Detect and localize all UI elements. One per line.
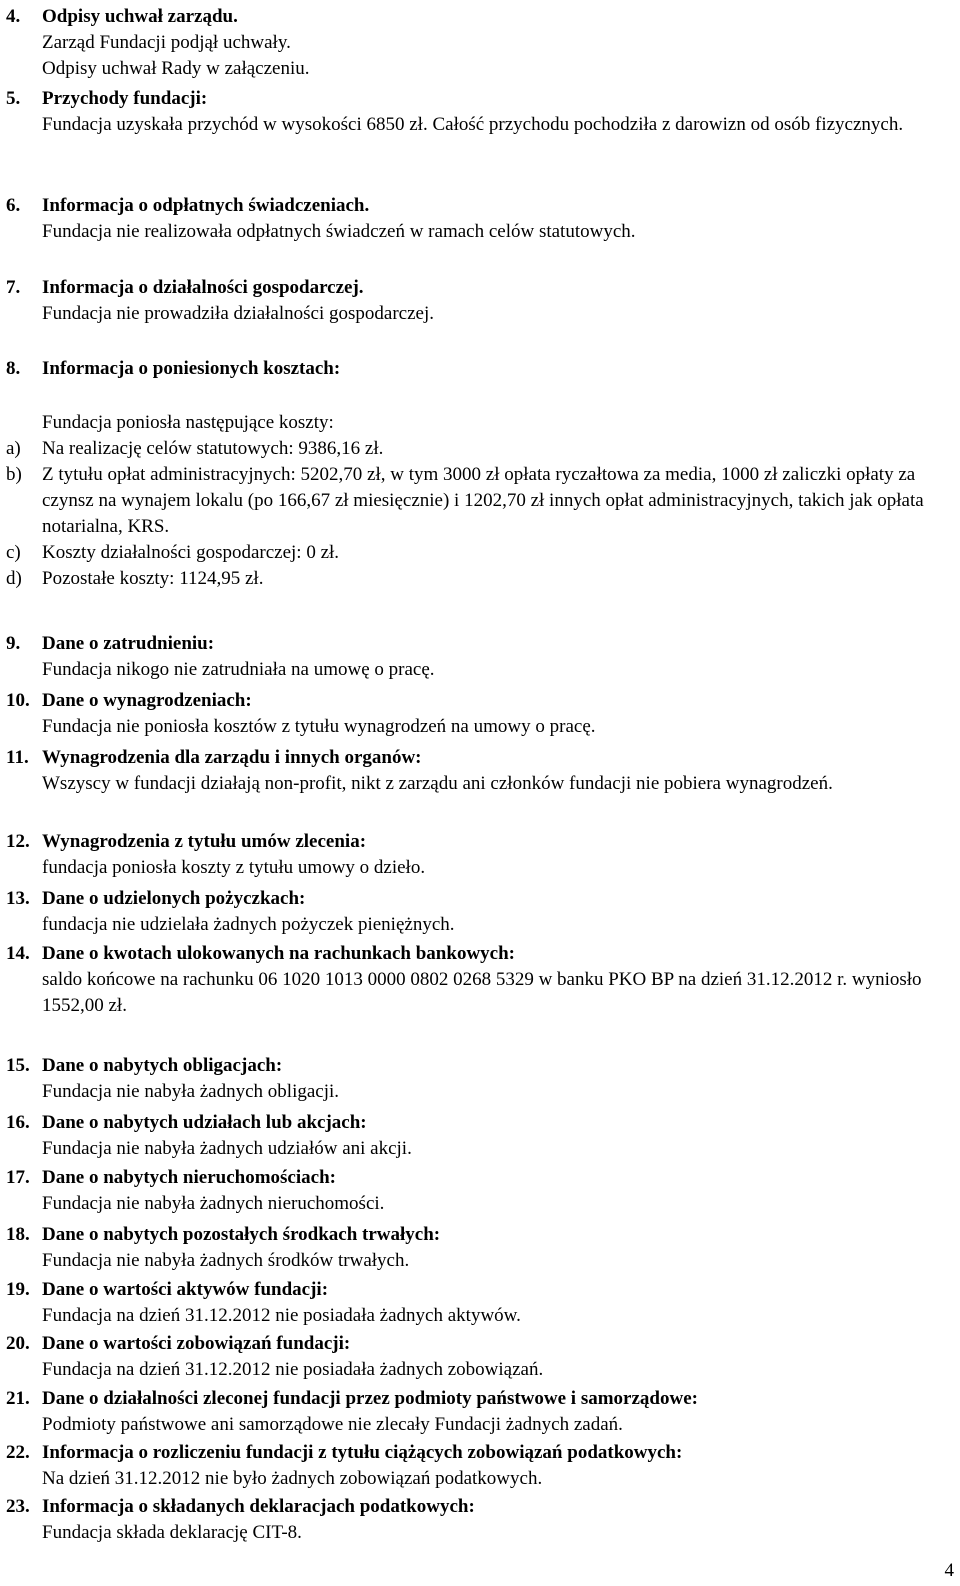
section-title: Dane o zatrudnieniu:: [42, 633, 215, 654]
section-title: Informacja o rozliczeniu fundacji z tytułu ciążących zobowiązań podatkowych:: [42, 1442, 683, 1463]
section-number: 17.: [6, 1167, 30, 1188]
section-number: 7.: [6, 277, 21, 298]
section-title: Dane o nabytych obligacjach:: [42, 1055, 283, 1076]
section-8: [4, 356, 954, 592]
section-paragraph: Fundacja nie realizowała odpłatnych świadczeń w ramach celów statutowych.: [42, 221, 636, 242]
section-title: Wynagrodzenia dla zarządu i innych organów:: [42, 747, 422, 768]
section-paragraph: Odpisy uchwał Rady w załączeniu.: [42, 58, 310, 79]
section-title: Dane o nabytych pozostałych środkach trwałych:: [42, 1224, 441, 1245]
section-paragraph: Fundacja nie nabyła żadnych obligacji.: [42, 1081, 340, 1102]
section-title: Dane o wynagrodzeniach:: [42, 690, 252, 711]
section-7: [4, 275, 954, 327]
cost-item: [4, 566, 954, 592]
section-number: 19.: [6, 1279, 30, 1300]
cost-item-label: d): [6, 568, 22, 589]
section-title: Dane o udzielonych pożyczkach:: [42, 888, 306, 909]
cost-item-text: Na realizację celów statutowych: 9386,16 zł.: [42, 438, 384, 459]
section-title: Dane o nabytych udziałach lub akcjach:: [42, 1112, 367, 1133]
section-10: [4, 688, 954, 740]
section-number: 16.: [6, 1112, 30, 1133]
section-paragraph: Fundacja nie nabyła żadnych udziałów ani akcji.: [42, 1138, 412, 1159]
section-paragraph: fundacja poniosła koszty z tytułu umowy o dzieło.: [42, 857, 426, 878]
section-title: Wynagrodzenia z tytułu umów zlecenia:: [42, 831, 367, 852]
section-16: [4, 1110, 954, 1162]
section-paragraph: Fundacja na dzień 31.12.2012 nie posiadała żadnych aktywów.: [42, 1305, 521, 1326]
section-paragraph: Fundacja na dzień 31.12.2012 nie posiadała żadnych zobowiązań.: [42, 1359, 544, 1380]
section-22: [4, 1440, 954, 1492]
cost-item-text: Pozostałe koszty: 1124,95 zł.: [42, 568, 264, 589]
section-4: [4, 4, 954, 82]
section-title: Dane o wartości aktywów fundacji:: [42, 1279, 329, 1300]
section-number: 20.: [6, 1333, 30, 1354]
section-23: [4, 1494, 954, 1546]
section-11: [4, 745, 954, 797]
cost-item-text: Z tytułu opłat administracyjnych: 5202,70 zł, w tym 3000 zł opłata ryczałtowa za media, 1000 zł zaliczki opłaty za czynsz na wynajem lokalu (po 166,67 zł miesięcznie) i 1202,70 zł innych opłat administracyjnych, takich jak opłata notarialna, KRS.: [42, 464, 924, 537]
section-14: [4, 941, 954, 1019]
section-19: [4, 1277, 954, 1329]
section-number: 23.: [6, 1496, 30, 1517]
section-paragraph: Fundacja nikogo nie zatrudniała na umowę o pracę.: [42, 659, 435, 680]
cost-item-label: c): [6, 542, 21, 563]
section-number: 12.: [6, 831, 30, 852]
cost-item-label: a): [6, 438, 21, 459]
section-number: 11.: [6, 747, 29, 768]
section-15: [4, 1053, 954, 1105]
section-number: 5.: [6, 88, 21, 109]
section-20: [4, 1331, 954, 1383]
section-paragraph: Wszyscy w fundacji działają non-profit, nikt z zarządu ani członków fundacji nie pobiera wynagrodzeń.: [42, 773, 833, 794]
section-number: 14.: [6, 943, 30, 964]
section-title: Dane o wartości zobowiązań fundacji:: [42, 1333, 351, 1354]
section-title: Informacja o działalności gospodarczej.: [42, 277, 364, 298]
section-paragraph: Fundacja nie nabyła żadnych środków trwałych.: [42, 1250, 410, 1271]
section-title: Informacja o składanych deklaracjach podatkowych:: [42, 1496, 475, 1517]
section-12: [4, 829, 954, 881]
section-title: Informacja o poniesionych kosztach:: [42, 358, 341, 379]
section-number: 10.: [6, 690, 30, 711]
section-number: 4.: [6, 6, 21, 27]
section-title: Dane o kwotach ulokowanych na rachunkach bankowych:: [42, 943, 515, 964]
section-paragraph: Fundacja nie nabyła żadnych nieruchomości.: [42, 1193, 385, 1214]
page-number: 4: [944, 1560, 954, 1581]
section-paragraph: Podmioty państwowe ani samorządowe nie zlecały Fundacji żadnych zadań.: [42, 1414, 623, 1435]
section-number: 22.: [6, 1442, 30, 1463]
cost-item-label: b): [6, 464, 22, 485]
section-title: Odpisy uchwał zarządu.: [42, 6, 238, 27]
section-paragraph: Fundacja składa deklarację CIT-8.: [42, 1522, 302, 1543]
section-17: [4, 1165, 954, 1217]
section-number: 9.: [6, 633, 21, 654]
section-9: [4, 631, 954, 683]
section-number: 6.: [6, 195, 21, 216]
section-13: [4, 886, 954, 938]
section-18: [4, 1222, 954, 1274]
section-number: 13.: [6, 888, 30, 909]
section-number: 18.: [6, 1224, 30, 1245]
section-title: Przychody fundacji:: [42, 88, 208, 109]
section-21: [4, 1386, 954, 1438]
section-number: 21.: [6, 1388, 30, 1409]
section-title: Dane o nabytych nieruchomościach:: [42, 1167, 336, 1188]
section-6: [4, 193, 954, 245]
section-paragraph: Fundacja nie poniosła kosztów z tytułu wynagrodzeń na umowy o pracę.: [42, 716, 596, 737]
section-paragraph: Fundacja nie prowadziła działalności gospodarczej.: [42, 303, 434, 324]
section-number: 15.: [6, 1055, 30, 1076]
section-number: 8.: [6, 358, 21, 379]
cost-item: [4, 540, 954, 566]
section-paragraph: Na dzień 31.12.2012 nie było żadnych zobowiązań podatkowych.: [42, 1468, 543, 1489]
section-5: [4, 86, 954, 138]
section-paragraph: Zarząd Fundacji podjął uchwały.: [42, 32, 291, 53]
cost-item: [4, 462, 954, 540]
section-title: Dane o działalności zleconej fundacji przez podmioty państwowe i samorządowe:: [42, 1388, 698, 1409]
section-paragraph: saldo końcowe na rachunku 06 1020 1013 0000 0802 0268 5329 w banku PKO BP na dzień 31.12.2012 r. wyniosło 1552,00 zł.: [42, 969, 922, 1016]
section-paragraph: fundacja nie udzielała żadnych pożyczek pieniężnych.: [42, 914, 455, 935]
section-intro: Fundacja poniosła następujące koszty:: [42, 412, 334, 433]
section-paragraph: Fundacja uzyskała przychód w wysokości 6850 zł. Całość przychodu pochodziła z darowizn od osób fizycznych.: [42, 114, 904, 135]
cost-item: [4, 436, 954, 462]
cost-item-text: Koszty działalności gospodarczej: 0 zł.: [42, 542, 340, 563]
section-title: Informacja o odpłatnych świadczeniach.: [42, 195, 370, 216]
